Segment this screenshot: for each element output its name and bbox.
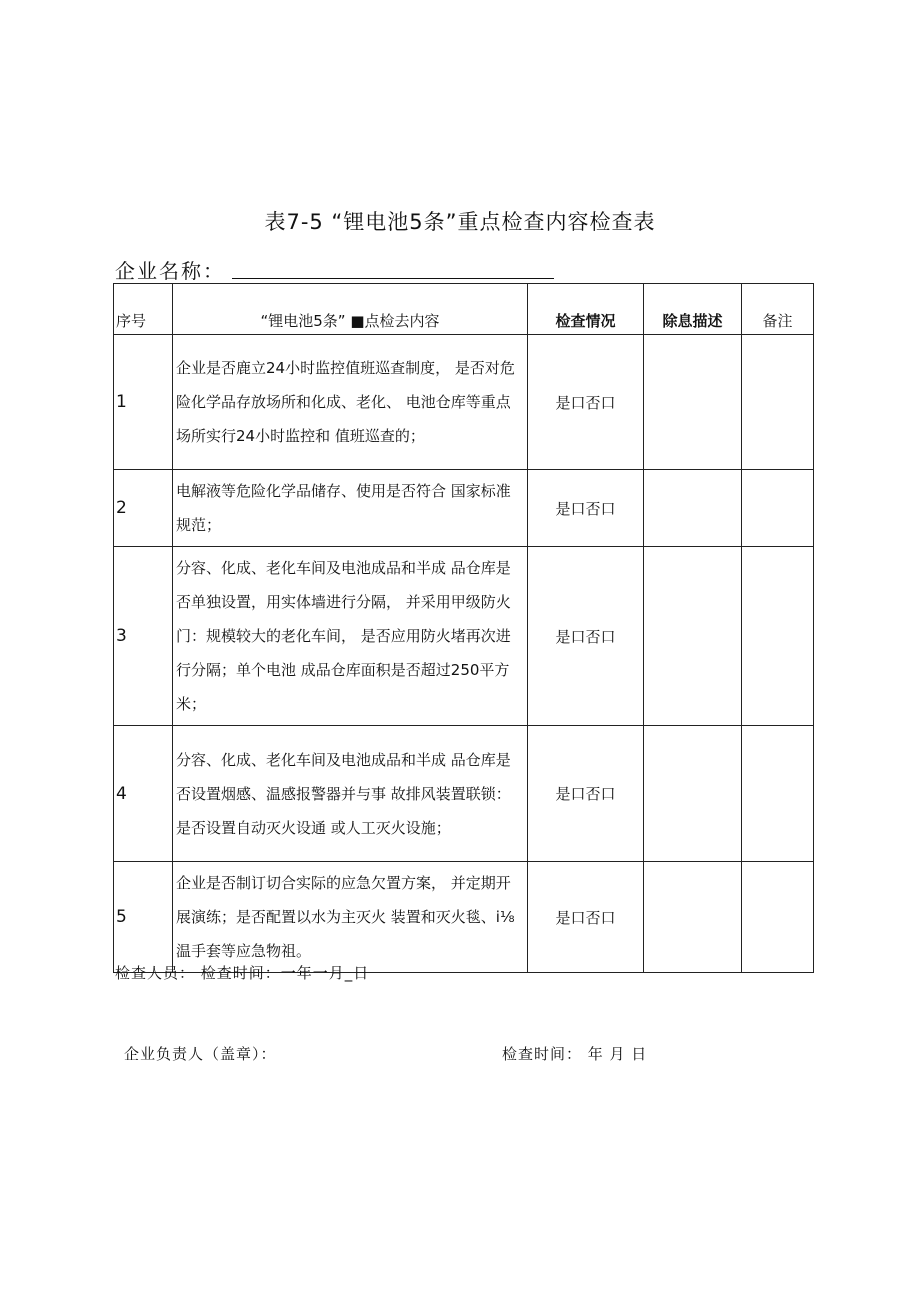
row-content: 分容、化成、老化车间及电池成品和半成 品仓库是否设置烟感、温感报警器并与事 故排风装置联锁：是否设置自动灭火设通 或人工灭火设施； bbox=[173, 726, 528, 862]
row-seq: 1 bbox=[114, 335, 173, 470]
row-remark-cell[interactable] bbox=[742, 470, 814, 547]
header-remark: 备注 bbox=[742, 284, 814, 335]
row-seq: 3 bbox=[114, 547, 173, 726]
row-seq: 5 bbox=[114, 862, 173, 973]
table-row bbox=[114, 862, 814, 973]
row-remark-cell[interactable] bbox=[742, 547, 814, 726]
table-row bbox=[114, 470, 814, 547]
header-status: 检查情况 bbox=[528, 284, 644, 335]
check-time-line: 检查时间： 年 月 日 bbox=[502, 1045, 648, 1063]
row-remark-cell[interactable] bbox=[742, 335, 814, 470]
company-name-label: 企业名称： bbox=[115, 259, 225, 283]
row-content: 企业是否鹿立24小时监控值班巡查制度， 是否对危险化学品存放场所和化成、老化、 电池仓库等重点场所实行24小时监控和 值班巡查的； bbox=[173, 335, 528, 470]
header-hazard: 除息描述 bbox=[644, 284, 742, 335]
table-row bbox=[114, 335, 814, 470]
row-check-options[interactable]: 是口否口 bbox=[528, 862, 644, 973]
row-remark-cell[interactable] bbox=[742, 726, 814, 862]
row-check-options[interactable]: 是口否口 bbox=[528, 470, 644, 547]
row-hazard-cell[interactable] bbox=[644, 726, 742, 862]
row-content: 企业是否制订切合实际的应急欠置方案， 并定期开展演练；是否配置以水为主灭火 装置和灭火毯、i⅛温手套等应急物祖。 bbox=[173, 862, 528, 973]
inspector-line: 检查人员： 检查时间：一年一月_日 bbox=[115, 964, 370, 982]
row-content: 分容、化成、老化车间及电池成品和半成 品仓库是否单独设置，用实体墙进行分隔， 并采用甲级防火门：规模较大的老化车间， 是否应用防火堵再次进行分隔；单个电池 成品仓库面积是否超过250平方米； bbox=[173, 547, 528, 726]
row-check-options[interactable]: 是口否口 bbox=[528, 335, 644, 470]
responsible-person-line: 企业负责人（盖章）： bbox=[124, 1045, 277, 1063]
page-title: 表7-5 “锂电池5条”重点检查内容检查表 bbox=[264, 210, 656, 234]
row-check-options[interactable]: 是口否口 bbox=[528, 726, 644, 862]
table-row bbox=[114, 726, 814, 862]
row-hazard-cell[interactable] bbox=[644, 335, 742, 470]
row-check-options[interactable]: 是口否口 bbox=[528, 547, 644, 726]
table-header-row bbox=[114, 284, 814, 335]
row-seq: 4 bbox=[114, 726, 173, 862]
company-name-field[interactable] bbox=[232, 278, 554, 279]
row-hazard-cell[interactable] bbox=[644, 547, 742, 726]
row-hazard-cell[interactable] bbox=[644, 862, 742, 973]
row-content: 电解液等危险化学品储存、使用是否符合 国家标准规范； bbox=[173, 470, 528, 547]
header-content: “锂电池5条” ■点检去内容 bbox=[173, 284, 528, 335]
row-remark-cell[interactable] bbox=[742, 862, 814, 973]
inspection-table bbox=[113, 283, 814, 973]
row-seq: 2 bbox=[114, 470, 173, 547]
row-hazard-cell[interactable] bbox=[644, 470, 742, 547]
table-row bbox=[114, 547, 814, 726]
header-seq: 序号 bbox=[114, 284, 173, 335]
